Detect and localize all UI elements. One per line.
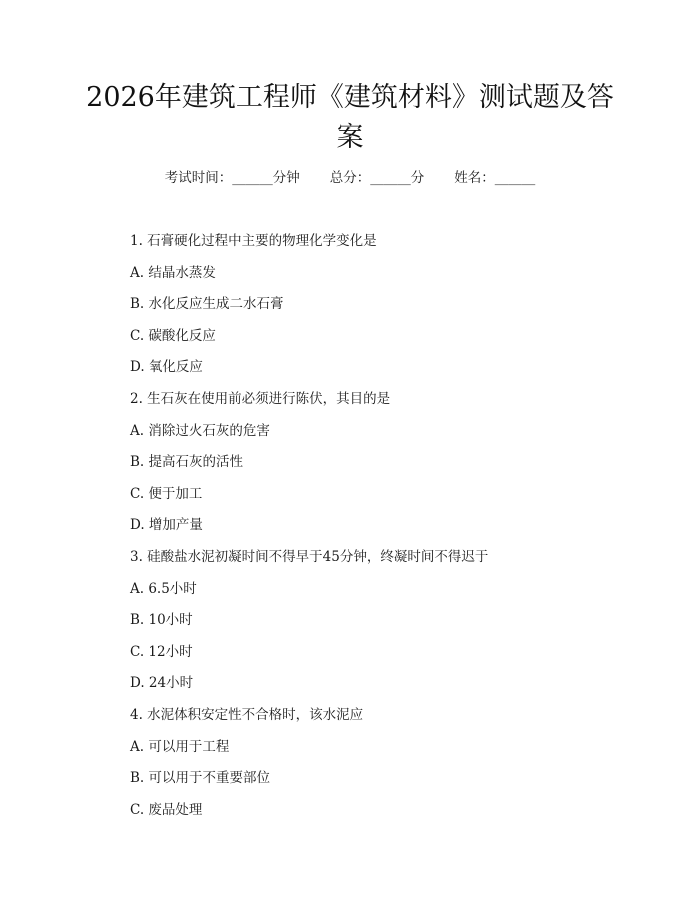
question-stem: 4. 水泥体积安定性不合格时，该水泥应 (130, 706, 364, 723)
answer-option: B. 水化反应生成二水石膏 (130, 296, 284, 313)
answer-option: C. 12小时 (130, 643, 193, 660)
answer-option: C. 废品处理 (130, 801, 203, 818)
answer-option: C. 便于加工 (130, 485, 203, 502)
answer-option: D. 增加产量 (130, 517, 203, 534)
answer-option: B. 提高石灰的活性 (130, 454, 244, 471)
answer-option: D. 24小时 (130, 675, 194, 692)
answer-option: A. 结晶水蒸发 (130, 264, 216, 281)
exam-score: 总分：______分 (329, 170, 425, 186)
document-title (80, 78, 620, 158)
answer-option: B. 10小时 (130, 612, 193, 629)
answer-option: C. 碳酸化反应 (130, 327, 216, 344)
answer-option: A. 消除过火石灰的危害 (130, 422, 270, 439)
exam-meta (0, 168, 700, 188)
exam-name: 姓名：______ (454, 170, 536, 186)
exam-time: 考试时间：______分钟 (164, 170, 300, 186)
title-line-2: 案 (336, 122, 364, 153)
question-stem: 2. 生石灰在使用前必须进行陈伏，其目的是 (130, 390, 391, 407)
answer-option: B. 可以用于不重要部位 (130, 770, 271, 787)
title-line-1: 2026年建筑工程师《建筑材料》测试题及答 (86, 82, 614, 113)
answer-option: A. 6.5小时 (130, 580, 197, 597)
answer-option: A. 可以用于工程 (130, 738, 230, 755)
answer-option: D. 氧化反应 (130, 359, 203, 376)
question-stem: 3. 硅酸盐水泥初凝时间不得早于45分钟，终凝时间不得迟于 (130, 548, 489, 565)
question-list (130, 226, 630, 826)
question-stem: 1. 石膏硬化过程中主要的物理化学变化是 (130, 233, 377, 249)
